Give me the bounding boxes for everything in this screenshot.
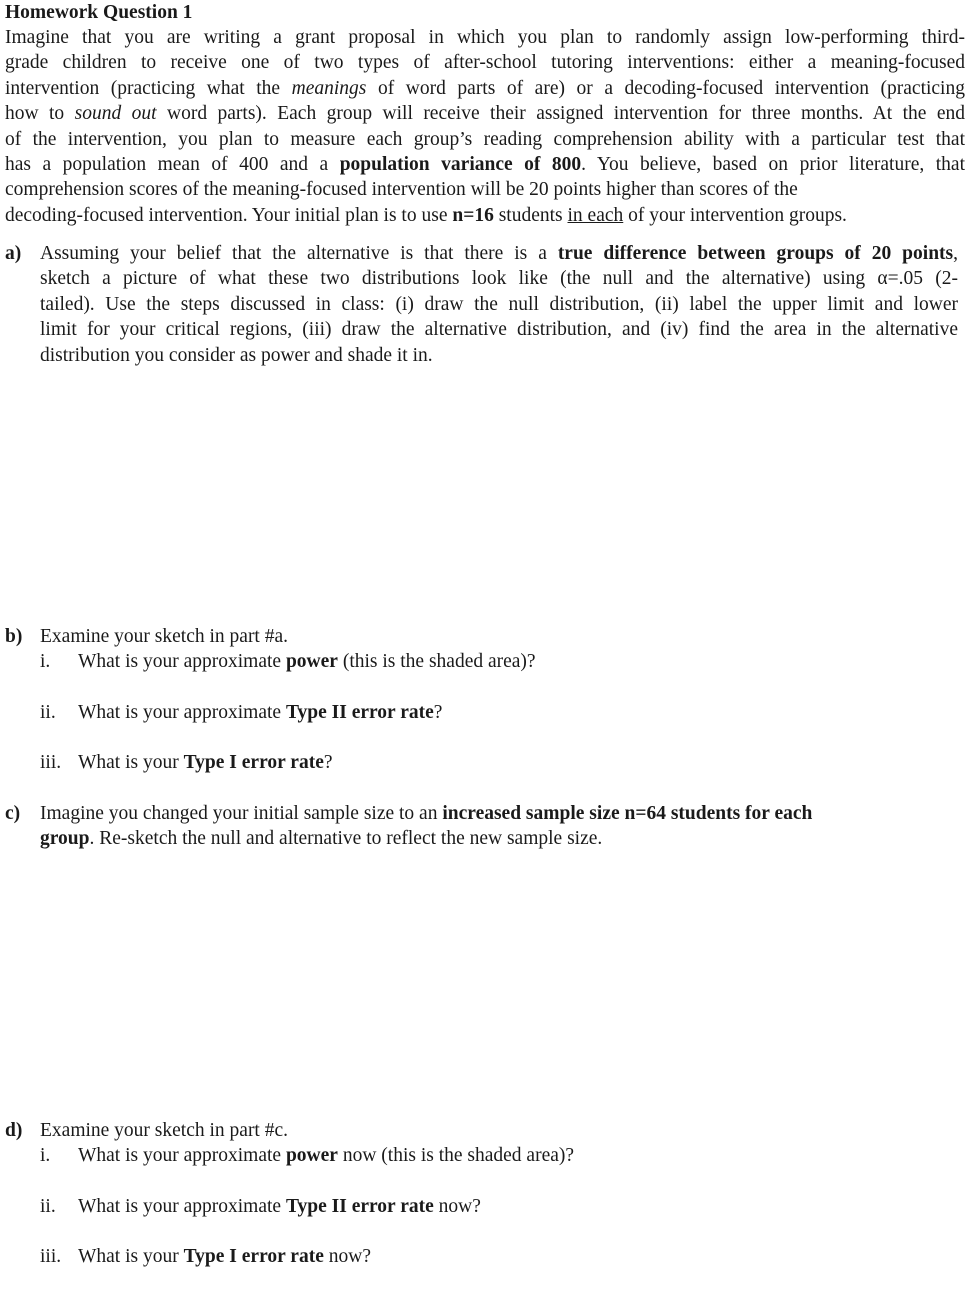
- bold-type-ii-error: Type II error rate: [285, 702, 434, 723]
- question-line: distribution you consider as power and shade it in.: [40, 344, 433, 366]
- bold-power: power: [285, 1145, 338, 1166]
- intro-line: of the intervention, you plan to measure each group’s reading comprehension ability with a particular test that: [5, 128, 965, 150]
- question-b-iii-number: iii.: [40, 752, 62, 773]
- text-run: intervention (practicing what the: [5, 77, 292, 99]
- question-c-text: [40, 801, 958, 852]
- question-d-iii-text: [78, 1244, 371, 1269]
- bold-power: power: [285, 651, 338, 672]
- question-d-text: Examine your sketch in part #c.: [40, 1120, 289, 1141]
- question-d-i-number: i.: [40, 1145, 51, 1166]
- text-run: Assuming your belief that the alternative is that there is a: [40, 243, 558, 264]
- bold-true-difference: true difference between groups of 20 points: [557, 243, 954, 264]
- question-b-iii-text: [78, 750, 333, 775]
- question-b-ii-text: [78, 700, 442, 725]
- question-b-text: Examine your sketch in part #a.: [40, 626, 289, 647]
- intro-line: [5, 101, 965, 126]
- intro-paragraph: [5, 25, 965, 228]
- answer-space-c: [40, 860, 958, 1110]
- bold-type-i-error: Type I error rate: [183, 752, 324, 773]
- text-run: has a population mean of 400 and a: [5, 154, 340, 176]
- bold-type-ii-error: Type II error rate: [285, 1196, 434, 1217]
- bold-population-variance: population variance of 800: [339, 154, 582, 176]
- text-run: What is your: [78, 752, 184, 773]
- text-run: What is your: [78, 1246, 184, 1267]
- question-d-ii-number: ii.: [40, 1196, 56, 1217]
- text-run: now (this is the shaded area)?: [337, 1145, 575, 1166]
- text-run: word parts). Each group will receive their assigned intervention for three months. At the end: [156, 103, 966, 125]
- bold-group: group: [40, 828, 90, 850]
- intro-line: Imagine that you are writing a grant proposal in which you plan to randomly assign low-performing third-: [5, 27, 965, 48]
- question-b-i-number: i.: [40, 651, 51, 672]
- intro-line: comprehension scores of the meaning-focused intervention will be 20 points higher than scores of the: [5, 179, 798, 201]
- intro-line: [5, 152, 965, 177]
- bold-sample-size: n=16: [452, 204, 494, 226]
- text-run: ,: [953, 243, 958, 264]
- text-run: What is your approximate: [78, 651, 286, 672]
- question-line: sketch a picture of what these two distributions look like (the null and the alternative) using α=.05 (2-: [40, 268, 958, 290]
- question-a-label: a): [5, 243, 22, 264]
- question-d-ii-text: [78, 1194, 481, 1219]
- bold-increased-sample-size: increased sample size n=64 students for each: [442, 803, 813, 824]
- text-run: now?: [433, 1196, 481, 1217]
- text-run: What is your approximate: [78, 1196, 286, 1217]
- underlined-in-each: in each: [567, 204, 624, 226]
- question-line: limit for your critical regions, (iii) draw the alternative distribution, and (iv) find the area in the alternative: [40, 319, 958, 341]
- question-b-i-text: [78, 649, 536, 674]
- text-run: of word parts of are) or a decoding-focused intervention (practicing: [366, 77, 965, 99]
- text-run: students: [493, 204, 568, 226]
- question-d-iii-number: iii.: [40, 1246, 62, 1267]
- question-d-label: d): [5, 1120, 23, 1141]
- intro-line: [5, 203, 965, 228]
- emphasis-meanings: meanings: [291, 77, 367, 99]
- text-run: What is your approximate: [78, 702, 286, 723]
- emphasis-sound-out: sound out: [74, 103, 157, 125]
- question-a-text: [40, 241, 958, 368]
- intro-line: grade children to receive one of two types of after-school tutoring interventions: either a meaning-focused: [5, 52, 965, 74]
- text-run: ?: [433, 702, 443, 723]
- text-run: now?: [323, 1246, 371, 1267]
- text-run: What is your approximate: [78, 1145, 286, 1166]
- question-line: [40, 801, 958, 826]
- text-run: ?: [323, 752, 333, 773]
- text-run: of your intervention groups.: [623, 204, 847, 226]
- question-line: [40, 826, 958, 851]
- intro-line: [5, 76, 965, 101]
- text-run: . Re-sketch the null and alternative to reflect the new sample size.: [89, 828, 603, 850]
- text-run: decoding-focused intervention. Your initial plan is to use: [5, 204, 453, 226]
- text-run: how to: [5, 103, 75, 125]
- answer-space-a: [40, 372, 958, 617]
- text-run: Imagine you changed your initial sample size to an: [40, 803, 443, 824]
- question-line: tailed). Use the steps discussed in class: (i) draw the null distribution, (ii) label the upper limit and lower: [40, 293, 958, 315]
- question-c-label: c): [5, 803, 21, 824]
- question-d-i-text: [78, 1143, 574, 1168]
- question-b-label: b): [5, 626, 23, 647]
- bold-type-i-error: Type I error rate: [183, 1246, 324, 1267]
- text-run: . You believe, based on prior literature, that: [581, 154, 965, 176]
- text-run: (this is the shaded area)?: [337, 651, 536, 672]
- question-b-ii-number: ii.: [40, 702, 56, 723]
- page-title: Homework Question 1: [5, 2, 193, 23]
- question-line: [40, 241, 958, 266]
